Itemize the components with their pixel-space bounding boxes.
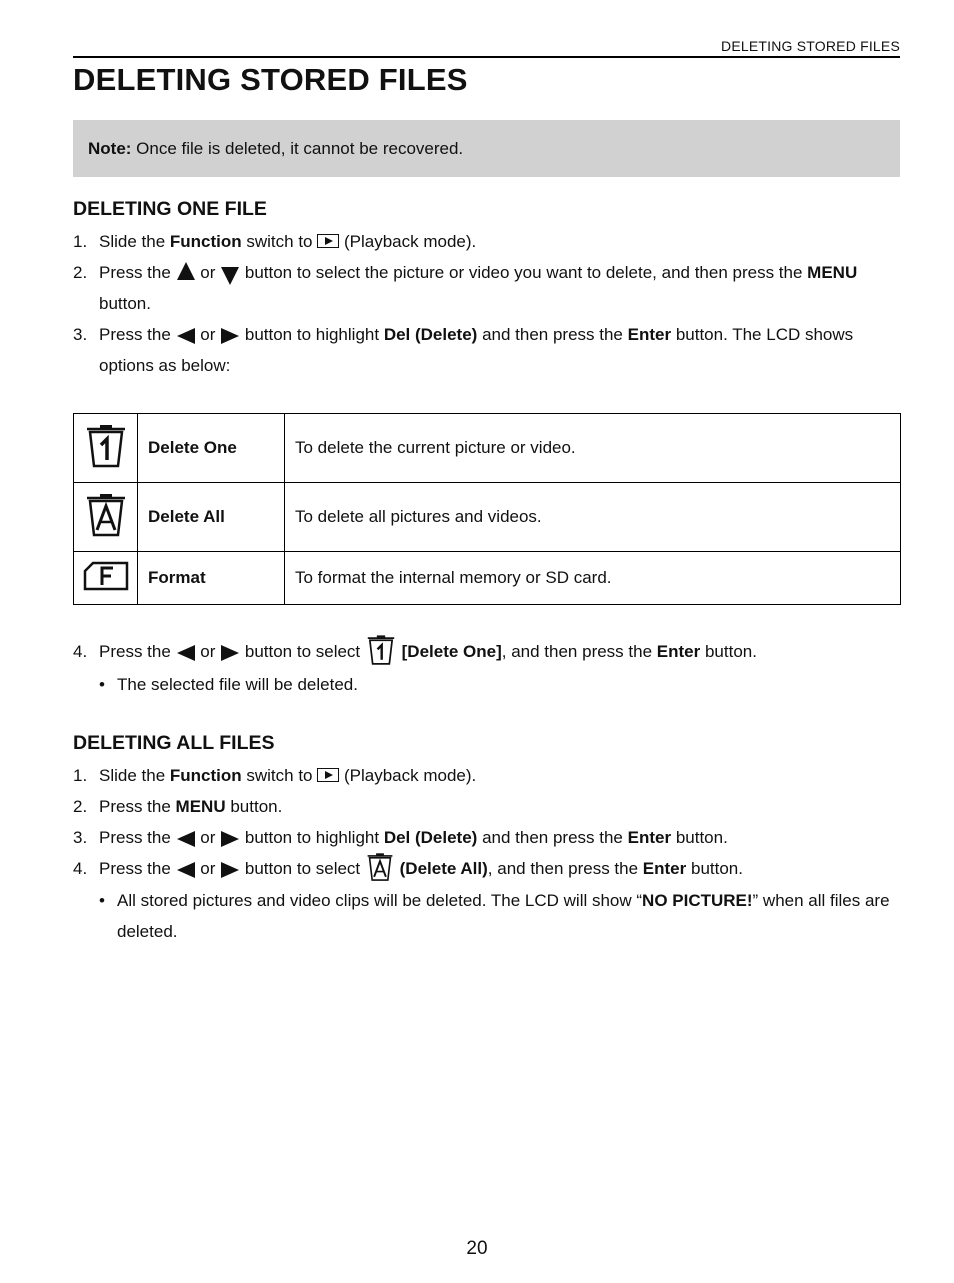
step-4 [73, 853, 900, 885]
step-text: , and then press the [487, 859, 643, 878]
down-arrow-icon [220, 266, 240, 286]
step-text: Press the [99, 797, 176, 816]
delete-one-steps-continued [73, 636, 900, 700]
step-text: Press the [99, 263, 176, 282]
bullet-dot: • [99, 890, 105, 910]
step-text: button to highlight [244, 828, 384, 847]
delete-one-steps [73, 226, 900, 381]
step-text: or [200, 828, 221, 847]
running-header: DELETING STORED FILES [73, 38, 900, 58]
enter-label: Enter [656, 642, 701, 661]
page-title: DELETING STORED FILES [73, 62, 468, 97]
note-text: Once file is deleted, it cannot be recovered. [131, 138, 464, 158]
bullet-item [73, 669, 900, 700]
step-number: 2. [73, 797, 88, 816]
icon-cell [74, 414, 138, 483]
left-arrow-icon [176, 861, 196, 879]
step-text: button. [225, 797, 283, 816]
step-text: switch to [241, 232, 318, 251]
step-text: (Playback mode). [339, 766, 477, 785]
section-heading-delete-all: DELETING ALL FILES [73, 732, 275, 754]
table-row [74, 414, 901, 483]
option-name: Delete One [138, 414, 285, 483]
del-label: Del (Delete) [383, 325, 478, 344]
step-text: button. [686, 859, 743, 878]
play-icon [317, 234, 339, 248]
option-description: To format the internal memory or SD card. [285, 552, 901, 605]
delete-all-icon [83, 492, 129, 538]
step-text: and then press the [477, 828, 628, 847]
delete-one-icon [365, 634, 397, 666]
delete-all-icon [365, 852, 395, 882]
delete-all-label: (Delete All) [399, 859, 488, 878]
enter-label: Enter [627, 828, 672, 847]
right-arrow-icon [220, 861, 240, 879]
step-text: and then press the [477, 325, 628, 344]
bullet-dot: • [99, 674, 105, 694]
step-2 [73, 791, 900, 822]
bullet-text: All stored pictures and video clips will be deleted. The LCD will show “ [117, 890, 643, 910]
step-text: button to select [244, 642, 365, 661]
delete-options-table [73, 413, 901, 605]
step-text: Press the [99, 642, 176, 661]
step-number: 3. [73, 325, 88, 344]
table-row [74, 483, 901, 552]
step-text: button. The LCD shows options as below: [99, 325, 854, 375]
step-text: (Playback mode). [339, 232, 477, 251]
play-icon [317, 768, 339, 782]
format-icon [83, 561, 129, 591]
section-heading-delete-one: DELETING ONE FILE [73, 198, 267, 220]
note-label: Note: [88, 138, 132, 158]
option-description: To delete the current picture or video. [285, 414, 901, 483]
right-arrow-icon [220, 327, 240, 345]
left-arrow-icon [176, 327, 196, 345]
step-text: or [200, 642, 221, 661]
step-number: 2. [73, 263, 88, 282]
table-row [74, 552, 901, 605]
step-text: button to select [244, 859, 365, 878]
bullet-text: ” when all files are deleted. [117, 890, 890, 941]
step-1 [73, 760, 900, 791]
bullet-item [73, 885, 900, 947]
step-number: 4. [73, 859, 88, 878]
step-3 [73, 319, 900, 381]
step-number: 1. [73, 232, 88, 251]
enter-label: Enter [627, 325, 672, 344]
no-picture-label: NO PICTURE! [642, 890, 753, 910]
function-label: Function [169, 766, 242, 785]
enter-label: Enter [642, 859, 687, 878]
step-number: 4. [73, 642, 88, 661]
step-text: Press the [99, 325, 176, 344]
step-4 [73, 636, 900, 669]
step-text: switch to [241, 766, 318, 785]
left-arrow-icon [176, 830, 196, 848]
menu-label: MENU [807, 263, 858, 282]
page-number: 20 [466, 1238, 488, 1259]
step-1 [73, 226, 900, 257]
step-text: Press the [99, 859, 176, 878]
step-text: button. [671, 828, 728, 847]
del-label: Del (Delete) [383, 828, 478, 847]
step-text: button to highlight [244, 325, 384, 344]
note-box [73, 120, 900, 177]
step-text: or [200, 325, 221, 344]
step-text: button. [700, 642, 757, 661]
right-arrow-icon [220, 830, 240, 848]
delete-one-icon [83, 423, 129, 469]
step-number: 3. [73, 828, 88, 847]
right-arrow-icon [220, 644, 240, 662]
option-description: To delete all pictures and videos. [285, 483, 901, 552]
step-3 [73, 822, 900, 853]
option-name: Delete All [138, 483, 285, 552]
step-text: button to select the picture or video you want to delete, and then press the [244, 263, 808, 282]
menu-label: MENU [175, 797, 226, 816]
step-text: Slide the [99, 232, 170, 251]
step-text: or [200, 859, 221, 878]
step-number: 1. [73, 766, 88, 785]
step-text: , and then press the [501, 642, 657, 661]
option-name: Format [138, 552, 285, 605]
step-text: button. [99, 294, 151, 313]
icon-cell [74, 552, 138, 605]
up-arrow-icon [176, 261, 196, 281]
step-text: or [200, 263, 221, 282]
step-text: Slide the [99, 766, 170, 785]
delete-all-steps [73, 760, 900, 947]
function-label: Function [169, 232, 242, 251]
bullet-text: The selected file will be deleted. [117, 674, 358, 694]
step-text: Press the [99, 828, 176, 847]
left-arrow-icon [176, 644, 196, 662]
icon-cell [74, 483, 138, 552]
delete-one-label: [Delete One] [401, 642, 502, 661]
step-2 [73, 257, 900, 319]
